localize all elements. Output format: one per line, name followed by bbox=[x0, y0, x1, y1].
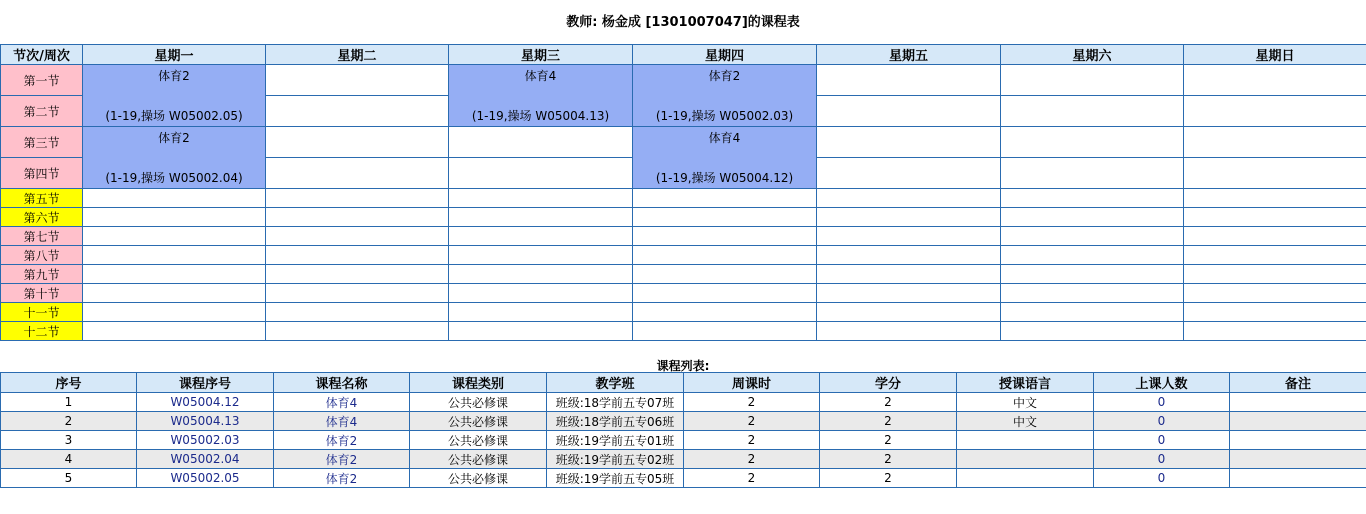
empty-cell bbox=[266, 322, 449, 341]
empty-cell bbox=[817, 208, 1001, 227]
course-list-title: 课程列表: bbox=[656, 359, 710, 373]
cell-credits: 2 bbox=[820, 393, 957, 412]
empty-cell bbox=[266, 265, 449, 284]
cell-course-type: 公共必修课 bbox=[410, 412, 547, 431]
cell-class: 班级:18学前五专06班 bbox=[547, 412, 684, 431]
empty-cell bbox=[1001, 96, 1184, 127]
col-header-language: 授课语言 bbox=[957, 373, 1094, 393]
period-row bbox=[1, 322, 1366, 341]
cell-language: 中文 bbox=[957, 412, 1094, 431]
empty-cell bbox=[83, 284, 266, 303]
course-cell[interactable] bbox=[633, 127, 817, 189]
empty-cell bbox=[449, 127, 633, 158]
period-label: 第七节 bbox=[1, 227, 83, 246]
empty-cell bbox=[1184, 189, 1366, 208]
cell-class: 班级:18学前五专07班 bbox=[547, 393, 684, 412]
table-row bbox=[1, 450, 1366, 469]
cell-credits: 2 bbox=[820, 469, 957, 488]
empty-cell bbox=[633, 303, 817, 322]
empty-cell bbox=[817, 246, 1001, 265]
empty-cell bbox=[83, 208, 266, 227]
empty-cell bbox=[83, 265, 266, 284]
empty-cell bbox=[266, 158, 449, 189]
period-label: 第三节 bbox=[1, 127, 83, 158]
cell-course-type: 公共必修课 bbox=[410, 431, 547, 450]
course-name-link[interactable]: 体育2 bbox=[274, 469, 410, 488]
course-name: 体育4 bbox=[708, 131, 741, 145]
period-label: 第一节 bbox=[1, 65, 83, 96]
empty-cell bbox=[449, 246, 633, 265]
period-label: 第四节 bbox=[1, 158, 83, 189]
empty-cell bbox=[83, 322, 266, 341]
course-info: (1-19,操场 W05002.04) bbox=[105, 171, 243, 185]
cell-enrollment: 0 bbox=[1094, 393, 1230, 412]
course-id-link[interactable]: W05002.04 bbox=[137, 450, 274, 469]
empty-cell bbox=[1184, 208, 1366, 227]
empty-cell bbox=[633, 265, 817, 284]
empty-cell bbox=[817, 127, 1001, 158]
cell-index: 1 bbox=[1, 393, 137, 412]
table-row bbox=[1, 412, 1366, 431]
cell-index: 3 bbox=[1, 431, 137, 450]
empty-cell bbox=[1001, 127, 1184, 158]
period-label: 十二节 bbox=[1, 322, 83, 341]
empty-cell bbox=[817, 265, 1001, 284]
empty-cell bbox=[633, 322, 817, 341]
day-header-wed: 星期三 bbox=[449, 45, 633, 65]
empty-cell bbox=[1184, 246, 1366, 265]
period-row bbox=[1, 227, 1366, 246]
empty-cell bbox=[817, 322, 1001, 341]
empty-cell bbox=[449, 208, 633, 227]
cell-language: 中文 bbox=[957, 393, 1094, 412]
empty-cell bbox=[83, 303, 266, 322]
course-cell[interactable] bbox=[83, 127, 266, 189]
empty-cell bbox=[1184, 265, 1366, 284]
course-list-table bbox=[0, 372, 1366, 488]
empty-cell bbox=[266, 303, 449, 322]
cell-weekly-hours: 2 bbox=[684, 469, 820, 488]
cell-index: 4 bbox=[1, 450, 137, 469]
empty-cell bbox=[1184, 158, 1366, 189]
cell-course-type: 公共必修课 bbox=[410, 450, 547, 469]
empty-cell bbox=[633, 189, 817, 208]
cell-enrollment: 0 bbox=[1094, 450, 1230, 469]
col-header-credits: 学分 bbox=[820, 373, 957, 393]
course-info: (1-19,操场 W05004.13) bbox=[471, 109, 610, 123]
empty-cell bbox=[266, 127, 449, 158]
empty-cell bbox=[1001, 303, 1184, 322]
empty-cell bbox=[449, 189, 633, 208]
empty-cell bbox=[817, 189, 1001, 208]
cell-language bbox=[957, 431, 1094, 450]
corner-header: 节次/周次 bbox=[1, 45, 83, 65]
course-id-link[interactable]: W05002.05 bbox=[137, 469, 274, 488]
empty-cell bbox=[1001, 65, 1184, 96]
empty-cell bbox=[1184, 303, 1366, 322]
cell-notes bbox=[1230, 450, 1366, 469]
course-info: (1-19,操场 W05002.05) bbox=[105, 109, 243, 123]
empty-cell bbox=[266, 65, 449, 96]
empty-cell bbox=[633, 246, 817, 265]
course-cell[interactable] bbox=[449, 65, 633, 127]
course-id-link[interactable]: W05004.12 bbox=[137, 393, 274, 412]
empty-cell bbox=[1184, 127, 1366, 158]
day-header-sat: 星期六 bbox=[1001, 45, 1184, 65]
course-cell[interactable] bbox=[83, 65, 266, 127]
empty-cell bbox=[817, 96, 1001, 127]
period-row bbox=[1, 246, 1366, 265]
cell-notes bbox=[1230, 431, 1366, 450]
empty-cell bbox=[633, 284, 817, 303]
day-header-fri: 星期五 bbox=[817, 45, 1001, 65]
cell-notes bbox=[1230, 393, 1366, 412]
empty-cell bbox=[1001, 189, 1184, 208]
empty-cell bbox=[1184, 96, 1366, 127]
empty-cell bbox=[83, 227, 266, 246]
empty-cell bbox=[817, 284, 1001, 303]
course-id-link[interactable]: W05002.03 bbox=[137, 431, 274, 450]
course-cell[interactable] bbox=[633, 65, 817, 127]
period-label: 第五节 bbox=[1, 189, 83, 208]
cell-credits: 2 bbox=[820, 412, 957, 431]
table-row bbox=[1, 469, 1366, 488]
period-row bbox=[1, 208, 1366, 227]
cell-class: 班级:19学前五专01班 bbox=[547, 431, 684, 450]
empty-cell bbox=[266, 189, 449, 208]
empty-cell bbox=[1001, 208, 1184, 227]
period-row bbox=[1, 189, 1366, 208]
cell-weekly-hours: 2 bbox=[684, 431, 820, 450]
table-row bbox=[1, 393, 1366, 412]
cell-index: 2 bbox=[1, 412, 137, 431]
cell-weekly-hours: 2 bbox=[684, 393, 820, 412]
empty-cell bbox=[817, 303, 1001, 322]
period-label: 第六节 bbox=[1, 208, 83, 227]
course-name-link[interactable]: 体育4 bbox=[274, 393, 410, 412]
period-row bbox=[1, 65, 1366, 96]
cell-class: 班级:19学前五专02班 bbox=[547, 450, 684, 469]
empty-cell bbox=[449, 284, 633, 303]
empty-cell bbox=[83, 189, 266, 208]
period-label: 第十节 bbox=[1, 284, 83, 303]
empty-cell bbox=[449, 227, 633, 246]
course-info: (1-19,操场 W05002.03) bbox=[655, 109, 794, 123]
day-header-sun: 星期日 bbox=[1184, 45, 1366, 65]
col-header-weekly-hours: 周课时 bbox=[684, 373, 820, 393]
day-header-thu: 星期四 bbox=[633, 45, 817, 65]
empty-cell bbox=[817, 227, 1001, 246]
cell-weekly-hours: 2 bbox=[684, 412, 820, 431]
empty-cell bbox=[817, 65, 1001, 96]
empty-cell bbox=[266, 246, 449, 265]
col-header-enrollment: 上课人数 bbox=[1094, 373, 1230, 393]
period-label: 第九节 bbox=[1, 265, 83, 284]
course-name: 体育4 bbox=[524, 69, 557, 83]
timetable-header-row bbox=[1, 45, 1366, 65]
cell-index: 5 bbox=[1, 469, 137, 488]
timetable bbox=[0, 44, 1366, 341]
empty-cell bbox=[1001, 265, 1184, 284]
cell-notes bbox=[1230, 469, 1366, 488]
col-header-index: 序号 bbox=[1, 373, 137, 393]
empty-cell bbox=[817, 158, 1001, 189]
empty-cell bbox=[1184, 227, 1366, 246]
course-name: 体育2 bbox=[708, 69, 741, 83]
empty-cell bbox=[1001, 284, 1184, 303]
empty-cell bbox=[449, 322, 633, 341]
page-title: 教师: 杨金成 [1301007047]的课程表 bbox=[566, 15, 800, 30]
empty-cell bbox=[1001, 322, 1184, 341]
course-name: 体育2 bbox=[158, 131, 190, 145]
cell-enrollment: 0 bbox=[1094, 431, 1230, 450]
period-row bbox=[1, 265, 1366, 284]
cell-weekly-hours: 2 bbox=[684, 450, 820, 469]
empty-cell bbox=[1184, 322, 1366, 341]
empty-cell bbox=[633, 227, 817, 246]
cell-credits: 2 bbox=[820, 431, 957, 450]
cell-enrollment: 0 bbox=[1094, 412, 1230, 431]
course-name-link[interactable]: 体育2 bbox=[274, 450, 410, 469]
col-header-class: 教学班 bbox=[547, 373, 684, 393]
day-header-mon: 星期一 bbox=[83, 45, 266, 65]
day-header-tue: 星期二 bbox=[266, 45, 449, 65]
period-row bbox=[1, 127, 1366, 158]
empty-cell bbox=[1184, 65, 1366, 96]
course-list-header-row bbox=[1, 373, 1366, 393]
course-id-link[interactable]: W05004.13 bbox=[137, 412, 274, 431]
period-row bbox=[1, 303, 1366, 322]
period-label: 十一节 bbox=[1, 303, 83, 322]
table-row bbox=[1, 431, 1366, 450]
cell-language bbox=[957, 450, 1094, 469]
period-label: 第八节 bbox=[1, 246, 83, 265]
cell-course-type: 公共必修课 bbox=[410, 469, 547, 488]
empty-cell bbox=[633, 208, 817, 227]
period-label: 第二节 bbox=[1, 96, 83, 127]
cell-class: 班级:19学前五专05班 bbox=[547, 469, 684, 488]
period-row bbox=[1, 284, 1366, 303]
course-info: (1-19,操场 W05004.12) bbox=[655, 171, 794, 185]
course-name-link[interactable]: 体育2 bbox=[274, 431, 410, 450]
empty-cell bbox=[266, 208, 449, 227]
cell-notes bbox=[1230, 412, 1366, 431]
empty-cell bbox=[266, 96, 449, 127]
empty-cell bbox=[266, 227, 449, 246]
cell-course-type: 公共必修课 bbox=[410, 393, 547, 412]
col-header-course-type: 课程类别 bbox=[410, 373, 547, 393]
empty-cell bbox=[1001, 227, 1184, 246]
cell-enrollment: 0 bbox=[1094, 469, 1230, 488]
empty-cell bbox=[1001, 158, 1184, 189]
empty-cell bbox=[1184, 284, 1366, 303]
empty-cell bbox=[449, 265, 633, 284]
cell-credits: 2 bbox=[820, 450, 957, 469]
col-header-course-name: 课程名称 bbox=[274, 373, 410, 393]
empty-cell bbox=[266, 284, 449, 303]
empty-cell bbox=[83, 246, 266, 265]
course-name: 体育2 bbox=[158, 69, 190, 83]
col-header-course-id: 课程序号 bbox=[137, 373, 274, 393]
cell-language bbox=[957, 469, 1094, 488]
empty-cell bbox=[1001, 246, 1184, 265]
course-name-link[interactable]: 体育4 bbox=[274, 412, 410, 431]
empty-cell bbox=[449, 158, 633, 189]
col-header-notes: 备注 bbox=[1230, 373, 1366, 393]
empty-cell bbox=[449, 303, 633, 322]
